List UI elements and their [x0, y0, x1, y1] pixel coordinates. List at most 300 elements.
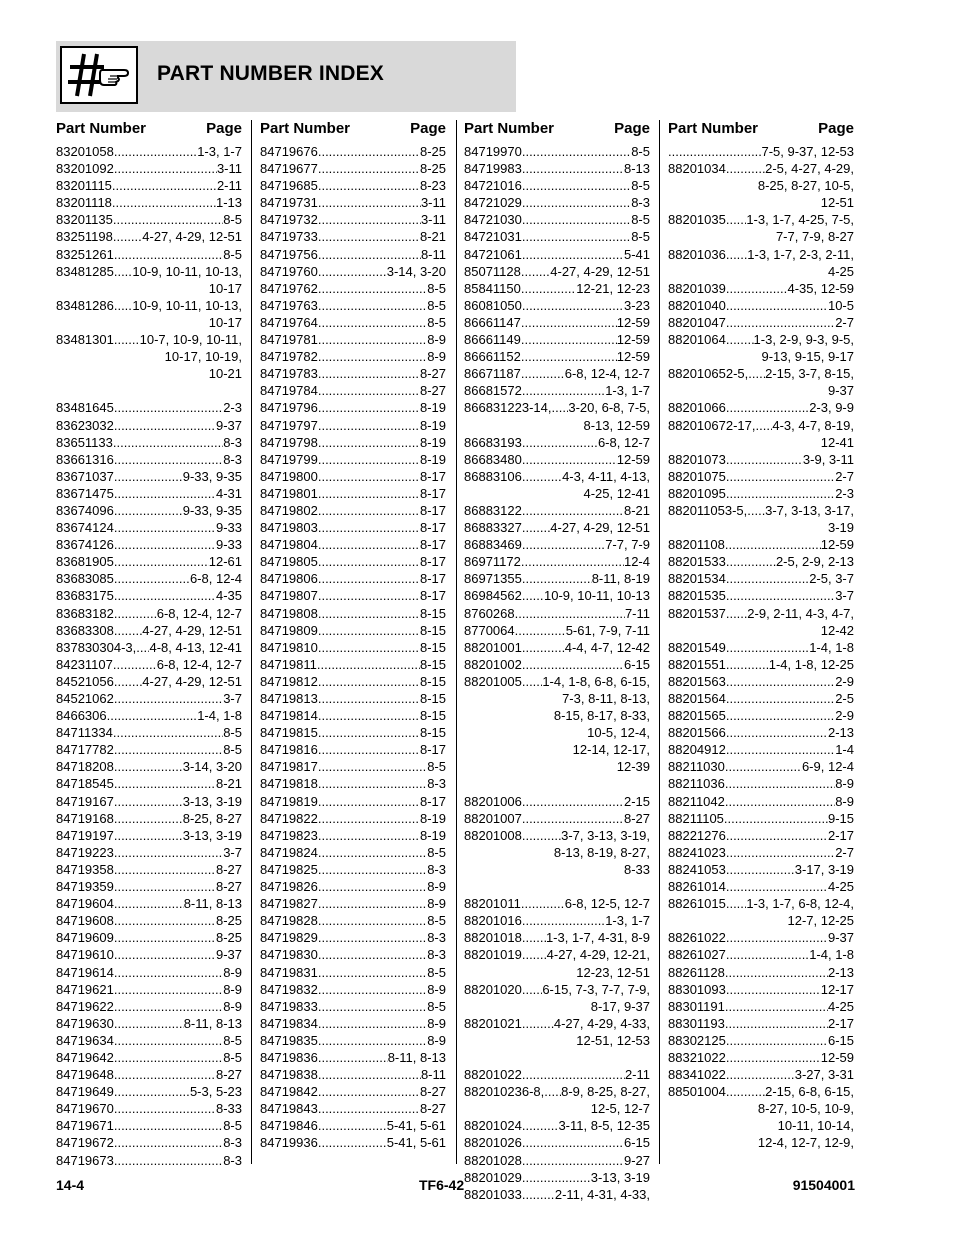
page-reference-continued: 4-25, 12-41 — [583, 485, 650, 501]
index-entry — [56, 553, 242, 570]
part-number: 84719811 — [260, 656, 317, 672]
part-number: 84719168 — [56, 810, 114, 826]
page-reference: 8-9 — [427, 1015, 446, 1031]
index-entry — [464, 605, 650, 622]
index-entry — [260, 981, 446, 998]
page-reference: 2-15, 3-7, 8-15, — [765, 366, 854, 382]
dot-leader — [522, 673, 542, 690]
dot-leader — [522, 297, 624, 314]
part-number: 84719804 — [260, 537, 318, 553]
dot-leader — [551, 399, 568, 416]
dot-leader — [318, 605, 420, 622]
index-entry — [260, 775, 446, 792]
part-number: 86683480 — [464, 451, 522, 467]
page-reference: 5-41, 5-61 — [386, 1135, 446, 1151]
dot-leader — [114, 160, 217, 177]
index-entry — [464, 1169, 650, 1186]
page-reference: 2-9, 2-11, 4-3, 4-7, — [747, 605, 854, 621]
part-number: 84719807 — [260, 588, 318, 604]
dot-leader — [114, 587, 216, 604]
page-reference: 8-5 — [223, 1032, 242, 1048]
page-reference: 8-17 — [419, 520, 446, 536]
part-number: 88201563 — [668, 673, 726, 689]
dot-leader — [522, 1015, 554, 1032]
page-reference: 3-7 — [835, 588, 854, 604]
page-reference: 3-20, 6-8, 7-5, — [568, 400, 650, 416]
index-entry — [260, 946, 446, 963]
dot-leader — [726, 331, 754, 348]
dot-leader — [522, 194, 631, 211]
part-number: 84719797 — [260, 417, 318, 433]
column-header — [56, 119, 242, 143]
page-reference: 8-11, 8-13 — [183, 896, 242, 912]
header-part-number: Part Number — [668, 120, 759, 137]
part-number: 83251261 — [56, 246, 114, 262]
part-number: 84521056 — [56, 673, 114, 689]
page-reference: 8-21 — [215, 776, 242, 792]
dot-leader — [522, 827, 561, 844]
dot-leader — [522, 1152, 624, 1169]
page-reference: 4-31 — [215, 485, 242, 501]
page-reference: 1-4, 1-8 — [809, 639, 854, 655]
index-entry — [668, 417, 854, 451]
index-entry — [260, 228, 446, 245]
index-entry — [260, 570, 446, 587]
part-number: 84719783 — [260, 366, 318, 382]
part-number: 84719608 — [56, 913, 114, 929]
page-reference: 7-7, 7-9 — [605, 537, 650, 553]
page-reference: 3-11 — [420, 195, 446, 211]
page-reference-continued: 10-17, 10-19, — [164, 349, 242, 365]
page-reference: 8-15 — [419, 639, 446, 655]
page-reference: 8-27 — [215, 1067, 242, 1083]
part-number: 84719762 — [260, 280, 318, 296]
part-number: 84718545 — [56, 776, 114, 792]
dot-leader — [113, 724, 223, 741]
part-number: 83201135 — [56, 212, 113, 228]
page-reference-continued: 12-7, 12-25 — [787, 913, 854, 929]
page-reference-continued: 10-5, 12-4, — [587, 725, 650, 741]
index-column-2 — [260, 119, 446, 1152]
part-number: 86883106 — [464, 468, 522, 484]
page-reference: 8-5 — [631, 144, 650, 159]
dot-leader — [114, 1032, 223, 1049]
page-reference: 6-15 — [623, 1135, 650, 1151]
part-number: 88201036 — [668, 246, 726, 262]
index-entry — [56, 810, 242, 827]
part-number: 84719813 — [260, 691, 318, 706]
dot-leader — [113, 656, 157, 673]
dot-leader — [318, 417, 420, 434]
page-reference: 8-5 — [223, 246, 242, 262]
dot-leader — [113, 211, 223, 228]
index-entry — [464, 622, 650, 639]
dot-leader — [726, 946, 809, 963]
page-reference: 8-17 — [419, 793, 446, 809]
dot-leader — [726, 297, 828, 314]
part-number: 83201092 — [56, 161, 114, 177]
index-entry — [260, 1083, 446, 1100]
index-entry — [260, 639, 446, 656]
index-entry — [464, 194, 650, 211]
page-reference-continued: 3-19 — [827, 520, 854, 536]
index-entry — [260, 707, 446, 724]
column-header — [260, 119, 446, 143]
part-number: 86883327 — [464, 520, 522, 536]
part-number: 83674096 — [56, 502, 114, 518]
part-number: 84719731 — [260, 195, 318, 211]
page-reference-continued: 8-27, 10-5, 10-9, — [757, 1101, 854, 1117]
page-reference: 2-13 — [827, 964, 854, 980]
page-reference: 1-3, 1-7, 4-31, 8-9 — [545, 930, 650, 946]
index-entry — [260, 211, 446, 228]
page-reference: 8-27 — [419, 366, 446, 382]
footer-page-number: 14-4 — [56, 1177, 85, 1193]
index-entry — [668, 861, 854, 878]
dot-leader — [726, 160, 765, 177]
index-entry — [56, 399, 242, 416]
page-reference: 2-9 — [835, 708, 854, 724]
part-number: 882010672-17, — [668, 417, 756, 433]
part-number: 84231107 — [56, 656, 113, 672]
index-entry — [464, 553, 650, 570]
dot-leader — [113, 434, 223, 451]
index-entry — [464, 177, 650, 194]
part-number: 84719829 — [260, 930, 318, 946]
part-number: 84719630 — [56, 1015, 114, 1031]
dot-leader — [522, 1117, 559, 1134]
header-page: Page — [614, 120, 650, 137]
index-entry — [56, 946, 242, 963]
page-reference: 8-9 — [427, 332, 446, 348]
page-reference: 12-59 — [616, 314, 650, 330]
page-reference: 3-7 — [223, 844, 242, 860]
dot-leader — [522, 451, 617, 468]
dot-leader — [725, 1015, 828, 1032]
part-number: 83651133 — [56, 434, 113, 450]
dot-leader — [725, 758, 802, 775]
page-reference: 8-5 — [427, 280, 446, 296]
dot-leader — [318, 177, 420, 194]
index-entry — [464, 1015, 650, 1049]
page-reference: 9-33, 9-35 — [182, 502, 242, 518]
dot-leader — [114, 246, 223, 263]
part-number: 86661152 — [464, 349, 521, 365]
dot-leader — [725, 998, 828, 1015]
page-reference: 8-27 — [215, 879, 242, 895]
page-reference: 12-59 — [820, 1049, 854, 1065]
index-entry — [260, 810, 446, 827]
index-entry — [464, 399, 650, 433]
page-reference: 4-3, 4-11, 4-13, — [562, 468, 650, 484]
part-number: 86661147 — [464, 314, 521, 330]
dot-leader — [114, 143, 197, 160]
part-number: 84719760 — [260, 263, 318, 279]
dot-leader — [318, 1015, 427, 1032]
page-reference: 6-8, 12-4, 12-7 — [156, 656, 242, 672]
page-reference: 8-9 — [223, 998, 242, 1014]
page-reference: 8-3 — [427, 947, 446, 963]
part-number: 88201549 — [668, 639, 726, 655]
page-reference: 6-8, 12-4 — [189, 571, 242, 587]
page-reference: 6-8, 12-4, 12-7 — [564, 366, 650, 382]
page-reference: 3-13, 3-19 — [590, 1169, 650, 1185]
page-reference: 8-5 — [631, 212, 650, 228]
page-reference: 6-9, 12-4 — [801, 759, 854, 775]
index-entry — [260, 365, 446, 382]
part-number: 88241053 — [668, 861, 726, 877]
index-entry — [464, 810, 650, 827]
part-number: 84719815 — [260, 725, 318, 741]
dot-leader — [725, 964, 828, 981]
index-entry — [56, 707, 242, 724]
dot-leader — [114, 690, 223, 707]
dot-leader — [726, 861, 795, 878]
index-entry — [464, 502, 650, 519]
index-entry — [668, 656, 854, 673]
part-number: 882010236-8, — [464, 1084, 545, 1100]
page-reference: 4-27, 4-29, 12-21, — [546, 947, 650, 963]
dot-leader — [522, 246, 624, 263]
index-entry — [260, 519, 446, 536]
dot-leader — [522, 519, 550, 536]
index-entry — [464, 1152, 650, 1169]
part-number: 84719763 — [260, 297, 318, 313]
header-page: Page — [410, 120, 446, 137]
index-entry — [668, 331, 854, 365]
page-reference: 3-7, 3-13, 3-19, — [561, 827, 650, 843]
page-reference: 12-59 — [616, 349, 650, 365]
page-reference: 8-25 — [419, 144, 446, 159]
part-number: 84719816 — [260, 742, 318, 758]
index-entry — [260, 194, 446, 211]
index-entry — [56, 998, 242, 1015]
index-entry — [260, 690, 446, 707]
part-number: 88201016 — [464, 913, 522, 929]
dot-leader — [522, 929, 546, 946]
index-entry — [56, 861, 242, 878]
part-number: 88211105 — [668, 810, 724, 826]
dot-leader — [726, 724, 828, 741]
part-number: 88201064 — [668, 332, 726, 348]
dot-leader — [107, 707, 198, 724]
page-reference: 2-9 — [835, 673, 854, 689]
index-entry — [56, 417, 242, 434]
header-page: Page — [206, 120, 242, 137]
index-entry — [464, 160, 650, 177]
part-number: 88261022 — [668, 930, 726, 946]
dot-leader — [726, 280, 788, 297]
index-entry — [464, 639, 650, 656]
part-number: 83674126 — [56, 537, 114, 553]
part-number: 88261027 — [668, 947, 726, 963]
dot-leader — [318, 622, 420, 639]
dot-leader — [318, 553, 420, 570]
part-number: 84719831 — [260, 964, 318, 980]
page-reference: 8-33 — [215, 1101, 242, 1117]
dot-leader — [726, 844, 835, 861]
dot-leader — [318, 1117, 387, 1134]
page-reference: 1-3, 1-7, 4-25, 7-5, — [746, 212, 854, 228]
part-number: 86971172 — [464, 554, 521, 570]
dot-leader — [113, 228, 142, 245]
column-divider — [659, 120, 660, 1164]
dot-leader — [726, 895, 746, 912]
part-number: 88201039 — [668, 280, 726, 296]
column-divider — [251, 120, 252, 1164]
index-entry — [668, 707, 854, 724]
page-reference: 4-4, 4-7, 12-42 — [564, 639, 650, 655]
dot-leader — [114, 451, 223, 468]
dot-leader — [521, 348, 617, 365]
part-number: 84719677 — [260, 161, 318, 177]
page-reference: 1-3, 1-7, 6-8, 12-4, — [746, 896, 854, 912]
index-entry — [260, 724, 446, 741]
page-reference: 8-3 — [631, 195, 650, 211]
index-entry — [260, 605, 446, 622]
dot-leader — [726, 741, 835, 758]
part-number: 84719685 — [260, 178, 318, 194]
part-number: 88301193 — [668, 1015, 725, 1031]
dot-leader — [521, 331, 617, 348]
index-entry — [668, 570, 854, 587]
header-part-number: Part Number — [56, 120, 147, 137]
part-number: 84719832 — [260, 981, 318, 997]
page-reference: 8-9 — [427, 1032, 446, 1048]
dot-leader — [114, 570, 190, 587]
dot-leader — [136, 639, 149, 656]
page-reference: 2-3 — [835, 485, 854, 501]
index-entry — [464, 1134, 650, 1151]
part-number: 88201066 — [668, 400, 726, 416]
page-reference: 9-33 — [215, 520, 242, 536]
part-number: 83481301 — [56, 332, 114, 348]
page-reference-continued: 12-14, 12-17, — [572, 742, 650, 758]
part-number: 88201534 — [668, 571, 726, 587]
part-number: 84719634 — [56, 1032, 114, 1048]
index-entry — [56, 724, 242, 741]
index-entry — [668, 1015, 854, 1032]
page-reference-continued: 12-51 — [820, 195, 854, 211]
index-entry — [56, 622, 242, 639]
index-entry — [464, 246, 650, 263]
index-entry — [56, 468, 242, 485]
index-entries — [668, 143, 854, 1152]
index-entry — [56, 228, 242, 245]
page-reference-continued: 8-25, 8-27, 10-5, — [757, 178, 854, 194]
dot-leader — [318, 314, 427, 331]
part-number: 83671475 — [56, 485, 114, 501]
index-entry — [260, 656, 446, 673]
part-number: 86681572 — [464, 383, 522, 399]
page-reference: 3-7, 3-13, 3-17, — [765, 502, 854, 518]
dot-leader — [318, 451, 420, 468]
page-reference: 1-3, 1-7 — [605, 383, 650, 399]
index-entry — [260, 553, 446, 570]
dot-leader — [726, 1032, 828, 1049]
part-number: 8760268 — [464, 605, 515, 621]
part-number: 86683193 — [464, 434, 522, 450]
part-number: 882010652-5, — [668, 366, 749, 382]
page-reference: 8-27 — [215, 861, 242, 877]
dot-leader — [318, 707, 420, 724]
part-number: 84719197 — [56, 827, 114, 843]
dot-leader — [521, 280, 576, 297]
index-entry — [464, 570, 650, 587]
dot-leader — [114, 981, 223, 998]
index-entry — [56, 639, 242, 656]
dot-leader — [114, 861, 216, 878]
index-entry — [56, 775, 242, 792]
page-reference: 2-11 — [624, 1067, 650, 1083]
part-number: 84719648 — [56, 1067, 114, 1083]
index-entry — [668, 211, 854, 245]
dot-leader — [317, 656, 420, 673]
index-entries — [464, 143, 650, 1203]
index-entry — [668, 297, 854, 314]
index-entry — [260, 434, 446, 451]
index-entry — [56, 263, 242, 297]
index-entry — [260, 417, 446, 434]
page-reference-continued: 7-7, 7-9, 8-27 — [775, 229, 854, 245]
page-reference: 8-3 — [427, 776, 446, 792]
part-number: 866831223-14, — [464, 400, 552, 416]
page-reference: 8-5 — [427, 913, 446, 929]
dot-leader — [318, 878, 427, 895]
page-reference: 8-19 — [419, 827, 446, 843]
page-reference: 8-9 — [835, 776, 854, 792]
page-reference: 1-3, 1-7 — [605, 913, 650, 929]
part-number: 84719983 — [464, 161, 522, 177]
page-reference-continued: 8-13, 8-19, 8-27, — [553, 844, 650, 860]
page-reference: 8-19 — [419, 434, 446, 450]
dot-leader — [522, 502, 624, 519]
index-entry — [260, 143, 446, 160]
page-reference: 5-41 — [623, 246, 650, 262]
dot-leader — [114, 502, 183, 519]
part-number: 88201002 — [464, 656, 522, 672]
index-entry — [668, 502, 854, 536]
part-number: 84719823 — [260, 827, 318, 843]
index-entry — [668, 485, 854, 502]
page-reference: 8-5 — [427, 844, 446, 860]
dot-leader — [318, 348, 427, 365]
dot-leader — [318, 297, 427, 314]
part-number: 88201551 — [668, 656, 726, 672]
dot-leader — [726, 211, 746, 228]
page-reference: 6-8, 12-7 — [597, 434, 650, 450]
page-reference: 2-11 — [216, 178, 242, 194]
part-number: 84719673 — [56, 1152, 114, 1168]
dot-leader — [318, 1066, 421, 1083]
index-entry — [56, 1152, 242, 1169]
page-reference-continued: 10-17 — [208, 314, 242, 330]
part-number: 83481286 — [56, 297, 114, 313]
dot-leader — [114, 946, 216, 963]
dot-leader — [521, 365, 565, 382]
dot-leader — [114, 536, 216, 553]
page-reference-continued: 8-15, 8-17, 8-33, — [553, 708, 650, 724]
page-reference: 9-15 — [827, 810, 854, 826]
page-reference: 2-17 — [827, 827, 854, 843]
dot-leader — [318, 228, 420, 245]
dot-leader — [318, 434, 420, 451]
index-entry — [56, 827, 242, 844]
part-number: 84719818 — [260, 776, 318, 792]
part-number: 84721061 — [464, 246, 522, 262]
dot-leader — [726, 690, 835, 707]
part-number: 84719671 — [56, 1118, 114, 1134]
